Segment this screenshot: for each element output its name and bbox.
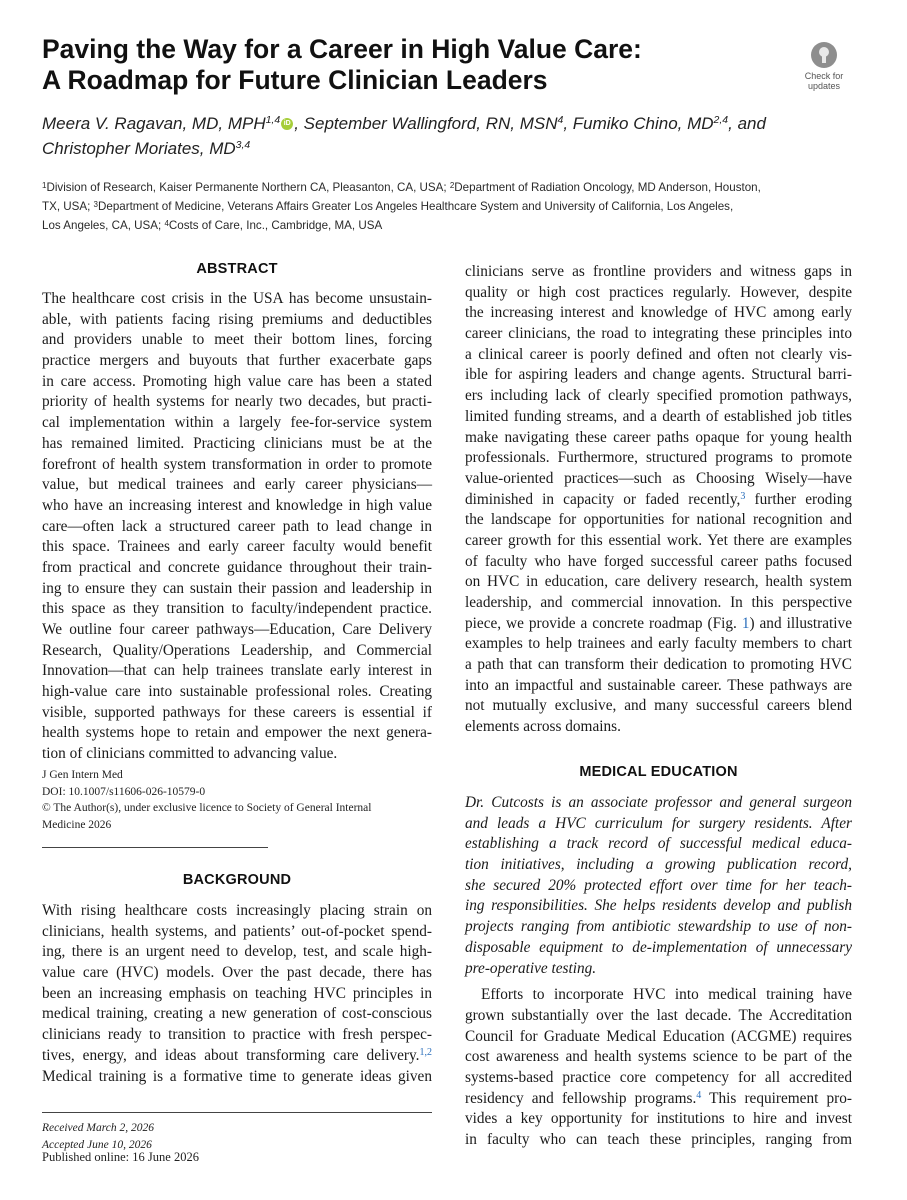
text-line: ing to ensure they can sustain their passion and leadership in (42, 579, 432, 597)
text-line: ing responsibilities. She helps residents develop and publish (465, 897, 852, 915)
text-line: of faculty who have forged successful career paths focused (465, 552, 852, 570)
received-date: Received March 2, 2026 (42, 1122, 154, 1134)
text-line: Efforts to incorporate HVC into medical training have (481, 986, 852, 1004)
text-line: able, with patients facing rising premiums and deductibles (42, 310, 432, 328)
text-line (465, 1089, 852, 1110)
text-line: establishing a track record of successful medical educa- (465, 835, 852, 853)
author-2[interactable]: , September Wallingford, RN, MSN (294, 114, 558, 133)
text-span: residency and fellowship programs. (465, 1089, 697, 1107)
text-line: not mutually exclusive, and many successful careers blend (465, 697, 852, 715)
text-line: systems-based practice core competency for all accredited (465, 1068, 852, 1086)
text-line: vides a key opportunity for institutions to hire and invest (465, 1110, 852, 1128)
author-3[interactable]: , Fumiko Chino, MD (563, 114, 714, 133)
text-line: Council for Graduate Medical Education (ACGME) requires (465, 1027, 852, 1045)
text-line: forefront of health system transformation in order to promote (42, 455, 432, 473)
divider (42, 847, 268, 848)
affil-text: Department of Radiation Oncology, MD Anderson, Houston, (454, 181, 761, 194)
accepted-date: Accepted June 10, 2026 (42, 1138, 152, 1151)
text-line: been an increasing emphasis on teaching HVC principles in (42, 984, 432, 1002)
citation-ref[interactable]: 4 (696, 1089, 702, 1101)
text-line: professionals. Furthermore, structured programs to promote (465, 449, 852, 467)
text-line (42, 1046, 432, 1067)
title-line-2: A Roadmap for Future Clinician Leaders (42, 65, 548, 95)
text-line: this space. Trainees and early career faculty would benefit (42, 538, 432, 556)
author-4-affil: 3,4 (235, 139, 251, 151)
text-line: Innovation—that can help trainees translate early interest in (42, 662, 432, 680)
text-line: on HVC in education, care delivery research, health system (465, 573, 852, 591)
text-line: the landscape for opportunities for national recognition and (465, 511, 852, 529)
medical-education-body (465, 793, 852, 1151)
affil-text: Los Angeles, CA, USA; (42, 219, 165, 232)
text-span: ) and illustrative (749, 614, 852, 632)
text-line: quality or high cost practices regularly. However, despite (465, 283, 852, 301)
author-3-affil: 2,4 (713, 114, 729, 126)
text-line: grown substantially over the last decade. The Accreditation (465, 1006, 852, 1024)
article-title (42, 34, 782, 96)
text-span: further eroding (745, 490, 852, 508)
text-line: elements across domains. (465, 718, 621, 736)
affiliations (42, 178, 862, 235)
badge-label-1: Check for (804, 71, 844, 81)
text-line: limited funding streams, and a dearth of established job titles (465, 407, 852, 425)
text-line: in care access. Promoting high value care has been a stated (42, 372, 432, 390)
affil-text: Division of Research, Kaiser Permanente Northern CA, Pleasanton, CA, USA; (46, 181, 450, 194)
text-line: career clinicians, the road to integrating these principles into (465, 325, 852, 343)
text-line: has remained limited. Practicing clinicians must be at the (42, 434, 432, 452)
text-line: tion of clinicians committed to advancing value. (42, 745, 338, 763)
article-dates (42, 1120, 154, 1153)
affil-text: TX, USA; (42, 200, 94, 213)
doi[interactable]: DOI: 10.1007/s11606-026-10579-0 (42, 785, 206, 798)
text-line: With rising healthcare costs increasingly placing strain on (42, 902, 432, 919)
text-line: cal implementation within a largely fee-for-service system (42, 414, 432, 432)
text-line: into an impactful and sustainable career. These pathways are (465, 676, 852, 694)
figure-ref[interactable]: 1 (741, 614, 750, 632)
published-date: Published online: 16 June 2026 (42, 1150, 199, 1164)
text-line: high-value care into sustainable professional roles. Creating (42, 683, 432, 701)
title-line-1: Paving the Way for a Career in High Value Care: (42, 34, 642, 64)
text-line: cost awareness and health systems science to be part of the (465, 1048, 852, 1066)
text-line: a path that can transform their dedication to promoting HVC (465, 656, 852, 674)
affil-sup: 2 (449, 181, 455, 190)
text-line: this space as they transition to faculty/independent practice. (42, 600, 432, 618)
text-line: who have an increasing interest and knowledge in high value (42, 496, 432, 514)
crossmark-icon (811, 42, 837, 68)
journal-info (42, 767, 442, 833)
background-body (42, 901, 432, 1087)
affil-text: Department of Medicine, Veterans Affairs Greater Los Angeles Healthcare System and University of California, Los Angeles, (98, 200, 734, 213)
affil-sup: 4 (164, 219, 169, 228)
text-line: make navigating these career paths opaque for young health (465, 428, 852, 446)
background-heading: BACKGROUND (182, 872, 292, 888)
text-line: medical training, creating a new generation of cost-conscious (42, 1005, 432, 1023)
medical-education-heading: MEDICAL EDUCATION (579, 764, 738, 780)
text-line: ers including lack of clearly specified promotion pathways, (465, 387, 852, 405)
affil-sup: 1 (42, 181, 47, 190)
text-line: pre-operative testing. (465, 959, 597, 977)
text-line (465, 614, 852, 635)
author-2-affil: 4 (557, 114, 564, 126)
author-1[interactable]: Meera V. Ragavan, MD, MPH (42, 114, 266, 133)
text-line: Research, Quality/Operations Leadership, and Commercial (42, 641, 432, 659)
text-line: priority of health systems for nearly two decades, but practi- (42, 393, 432, 411)
text-line: visible, supported pathways for these careers is essential if (42, 703, 432, 721)
text-span: tives, energy, and ideas about transforming care delivery. (42, 1046, 420, 1064)
divider (42, 1112, 432, 1113)
citation-ref[interactable]: 1,2 (419, 1046, 432, 1058)
check-for-updates-badge[interactable] (800, 42, 848, 91)
citation-ref[interactable]: 3 (740, 490, 746, 502)
text-line: clinicians ready to transition to practice with fresh perspec- (42, 1026, 432, 1044)
text-line: career growth for this essential work. Yet there are examples (465, 531, 852, 549)
text-line: ing, there is an urgent need to develop, test, and scale high- (42, 943, 432, 961)
text-line: in faculty who can teach these principles, ranging from (465, 1131, 852, 1148)
text-line: she secured 20% protected effort over time for her teach- (465, 876, 852, 894)
text-line: ible for aspiring leaders and change agents. Structural barri- (465, 366, 852, 384)
text-line: care—often lack a structured career path to lead change in (42, 517, 432, 535)
text-span: diminished in capacity or faded recently, (465, 490, 741, 508)
abstract-body (42, 289, 432, 765)
journal-name: J Gen Intern Med (42, 769, 123, 781)
text-span: piece, we provide a concrete roadmap (Fig. (465, 614, 742, 632)
text-line: and providers unable to meet their bottom lines, forcing (42, 331, 432, 349)
affil-sup: 3 (93, 200, 98, 209)
text-line: the increasing interest and knowledge of HVC among early (465, 304, 852, 322)
text-line: value, but medical trainees and early career physicians— (42, 476, 432, 494)
text-line: and leads a HVC curriculum for surgery residents. After (465, 814, 852, 832)
copyright-line: © The Author(s), under exclusive licence to Society of General Internal (42, 802, 372, 814)
text-line: a clinical career is poorly defined and often not clearly vis- (465, 345, 852, 363)
copyright-line: Medicine 2026 (42, 818, 112, 831)
text-line: Dr. Cutcosts is an associate professor and general surgeon (465, 794, 852, 811)
abstract-heading: ABSTRACT (196, 261, 278, 277)
text-line: projects ranging from antibiotic stewardship to use of non- (465, 918, 852, 936)
text-line (465, 490, 852, 511)
text-line: We outline four career pathways—Education, Care Delivery (42, 621, 432, 638)
text-line: The healthcare cost crisis in the USA has become unsustain- (42, 290, 432, 307)
author-and: , and (728, 114, 766, 133)
badge-label-2: updates (807, 81, 841, 91)
right-column-body (465, 262, 852, 738)
author-4[interactable]: Christopher Moriates, MD (42, 139, 236, 158)
text-line: health systems hope to retain and empower the next genera- (42, 724, 432, 742)
orcid-icon[interactable]: iD (281, 118, 293, 130)
text-line: leadership, and commercial innovation. In this perspective (465, 594, 852, 611)
author-1-affil: 1,4 (265, 114, 281, 126)
text-line: Medical training is a formative time to generate ideas given (42, 1067, 432, 1085)
author-list (42, 111, 862, 161)
text-line: examples to help trainees and early faculty members to chart (465, 635, 852, 653)
text-line: value care (HVC) models. Over the past decade, there has (42, 964, 432, 982)
text-line: practice mergers and buyouts that further exacerbate gaps (42, 352, 432, 370)
text-line: clinicians serve as frontline providers and witness gaps in (465, 263, 852, 280)
text-span: This requirement pro- (701, 1089, 852, 1107)
text-line: clinicians, health systems, and patients’ out-of-pocket spend- (42, 922, 432, 940)
affil-text: Costs of Care, Inc., Cambridge, MA, USA (168, 219, 383, 232)
text-line: tion initiatives, including a growing publication record, (465, 856, 852, 874)
text-line: value-oriented practices—such as Choosing Wisely—have (465, 469, 852, 487)
text-line: from practical and concrete guidance throughout their train- (42, 558, 432, 576)
text-line: disposable equipment to de-implementation of unnecessary (465, 938, 852, 956)
